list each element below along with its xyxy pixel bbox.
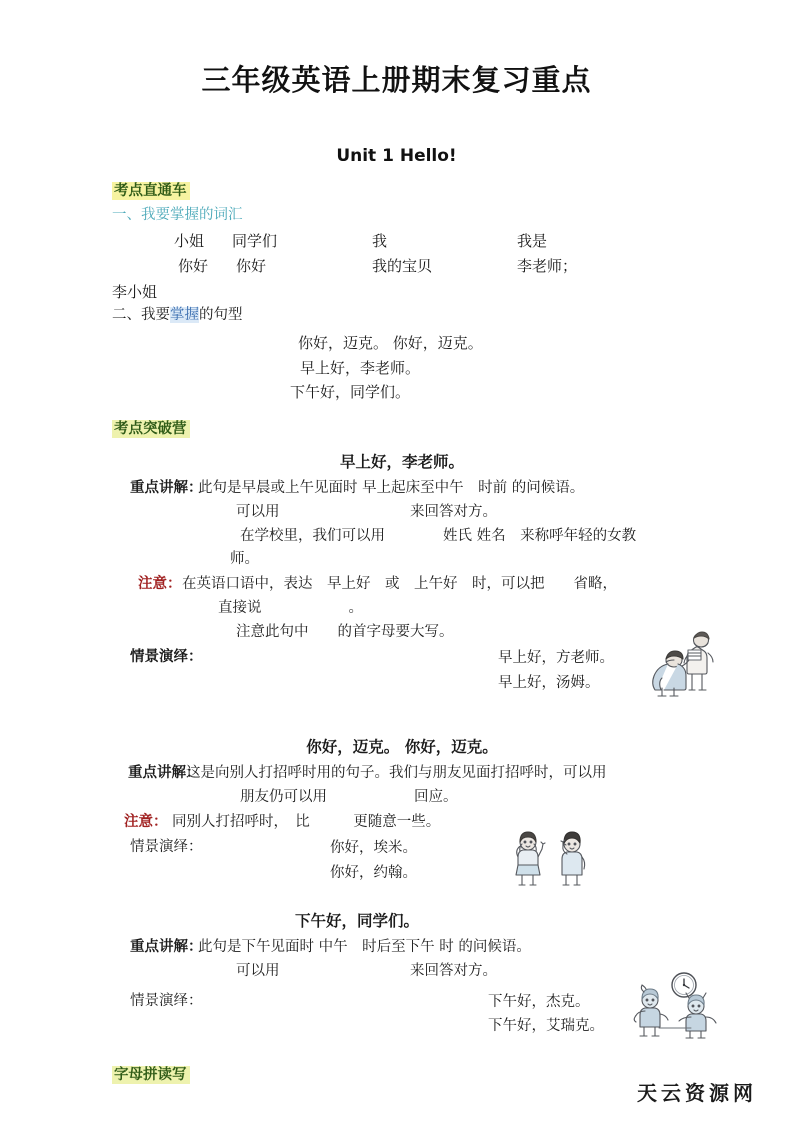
vocab-row: [112, 229, 722, 253]
scene-row: [112, 990, 722, 1050]
vocab-row: [112, 254, 722, 278]
scene-dialogue: [198, 990, 622, 1040]
scene-dialogue-line: 你好，埃米。: [330, 840, 417, 857]
explain-block: [112, 909, 722, 1051]
explain-text: 朋友仍可以用 回应。: [240, 789, 458, 806]
vocab-cell: 我是: [517, 231, 548, 250]
scene-dialogue: [198, 646, 644, 696]
explain-text: 此句是下午见面时 中午 时后至下午 时 的问候语。: [198, 938, 531, 955]
teacher-bow-illustration-svg: [644, 630, 722, 704]
explain-label: 重点讲解：: [128, 764, 201, 781]
vocab-overflow: 李小姐: [112, 282, 158, 301]
sentence-pattern-item: 早上好，李老师。: [300, 358, 421, 377]
vocab-cell: 你好: [178, 257, 209, 276]
kids-clock-illustration: [622, 972, 722, 1050]
subheading-highlight: 掌握: [170, 306, 199, 323]
sentence-pattern-item: 你好，迈克。 你好，迈克。: [298, 334, 483, 353]
note-row: [112, 811, 722, 834]
vocab-cell: 你好: [236, 257, 267, 276]
vocab-cell: 我的宝贝: [372, 257, 433, 276]
note-label: 注意：: [138, 575, 182, 592]
explain-text: 在学校里，我们可以用 姓氏 姓名 来称呼年轻的女教: [240, 527, 637, 544]
section-heading-tupo: [112, 418, 722, 441]
vocab-cell: 我: [372, 231, 388, 250]
section-heading-tupo-text: 考点突破营: [112, 420, 190, 438]
teacher-bow-illustration: [644, 630, 722, 712]
section-heading-zimu: [112, 1064, 722, 1087]
vocab-cell: 小姐: [174, 231, 205, 250]
note-text: 在英语口语中，表达 早上好 或 上午好 时，可以把 省略，: [182, 575, 617, 592]
explain-row: [112, 477, 722, 500]
explain-label: 重点讲解：: [130, 938, 203, 955]
section-heading-zimu-text: 字母拼读写: [112, 1066, 190, 1084]
scene-label: 情景演绎：: [130, 839, 203, 856]
focus-sentence: 早上好，李老师。: [339, 452, 464, 471]
sentence-pattern-item: 下午好，同学们。: [290, 382, 411, 401]
two-kids-waving-illustration-svg: [502, 830, 594, 892]
explain-text: 此句是早晨或上午见面时 早上起床至中午 时前 的问候语。: [198, 479, 585, 496]
note-text: 直接说 。: [218, 600, 363, 617]
explain-block: [112, 450, 722, 713]
scene-row: [112, 836, 722, 900]
scene-label: 情景演绎：: [130, 649, 203, 666]
scene-dialogue-line: 下午好，杰克。: [488, 993, 590, 1010]
document-body: [112, 180, 722, 1089]
explain-row: [112, 762, 722, 785]
page-title: 三年级英语上册期末复习重点: [201, 63, 592, 97]
scene-dialogue-line: 你好，约翰。: [330, 864, 417, 881]
kids-clock-illustration-svg: [622, 972, 722, 1042]
scene-dialogue-line: 早上好，汤姆。: [498, 674, 600, 691]
scene-dialogue-line: 早上好，方老师。: [498, 650, 614, 667]
note-text: 同别人打招呼时， 比 更随意一些。: [172, 813, 441, 830]
explain-row: [112, 936, 722, 959]
explain-text: 可以用 来回答对方。: [236, 504, 497, 521]
explain-text: 可以用 来回答对方。: [236, 963, 497, 980]
explain-label: 重点讲解：: [130, 479, 203, 496]
watermark: 天云资源网: [637, 1081, 757, 1105]
subheading-suffix: 的句型: [199, 306, 243, 323]
scene-dialogue-line: 下午好，艾瑞克。: [488, 1018, 604, 1035]
section-heading-kaodian: [112, 180, 722, 203]
scene-label: 情景演绎：: [130, 992, 203, 1009]
note-row: [112, 573, 722, 596]
subheading-sentence-patterns: [112, 304, 722, 327]
section-heading-kaodian-text: 考点直通车: [112, 182, 190, 200]
subheading-vocabulary: 一、我要掌握的词汇: [112, 207, 243, 224]
sentence-pattern-list: [112, 331, 722, 404]
focus-sentence: 下午好，同学们。: [294, 911, 419, 930]
subheading-prefix: 二、我要: [112, 306, 170, 323]
note-text: 注意此句中 的首字母要大写。: [236, 623, 454, 640]
vocab-cell: 李老师；: [517, 257, 578, 276]
unit-title: Unit 1 Hello!: [336, 146, 457, 166]
scene-row: [112, 646, 722, 712]
note-label: 注意：: [124, 813, 168, 830]
scene-dialogue: [198, 836, 502, 886]
explain-text: 师。: [230, 551, 259, 568]
explain-block: [112, 735, 722, 901]
explain-text: 这是向别人打招呼时用的句子。我们与朋友见面打招呼时，可以用: [186, 764, 607, 781]
two-kids-waving-illustration: [502, 830, 594, 900]
vocab-cell: 同学们: [232, 231, 278, 250]
focus-sentence: 你好，迈克。 你好，迈克。: [306, 737, 498, 756]
